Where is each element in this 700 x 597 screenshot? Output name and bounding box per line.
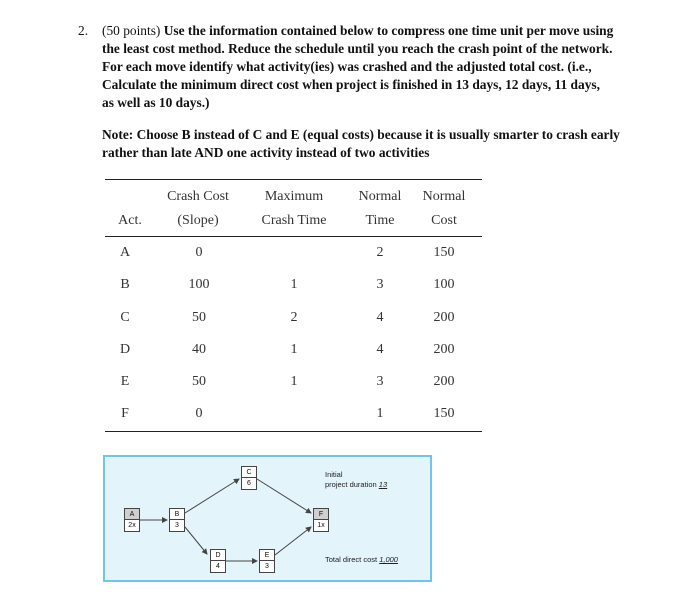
header-crash-time: Crash Time — [261, 213, 327, 228]
arrow-e-f — [275, 527, 311, 555]
cell-time: 1 — [376, 406, 384, 421]
node-d — [210, 549, 226, 573]
cell-time: 2 — [376, 245, 384, 260]
node-a-id: A — [125, 509, 139, 520]
header-crash-cost: Crash Cost — [167, 189, 229, 204]
cell-slope: 40 — [192, 342, 206, 357]
header-slope: (Slope) — [177, 213, 219, 228]
cost-text: Total direct cost — [325, 555, 378, 564]
header-normal-time-2: Time — [365, 213, 395, 228]
node-e — [259, 549, 275, 573]
node-f-id: F — [314, 509, 328, 520]
cell-cost: 150 — [433, 406, 455, 421]
node-e-value: 3 — [265, 563, 269, 570]
cell-act: C — [120, 310, 130, 325]
question-body: Use the information contained below to compress one time unit per move using the least cost method. Reduce the schedule until you reach the crash point of the network. For each move identify what activity(ies) was crashed and the adjusted total cost. (i.e., Calculate the minimum direct cost when project is finished in 13 days, 12 days, 11 days, as well as 10 days.) — [102, 23, 614, 110]
header-normal-time-1: Normal — [358, 189, 402, 204]
duration-value: 13 — [378, 480, 388, 489]
cell-slope: 100 — [188, 277, 210, 292]
table-bottom-rule — [105, 431, 482, 432]
cell-slope: 50 — [192, 374, 206, 389]
node-b-value: 3 — [175, 522, 179, 529]
cell-act: F — [121, 406, 129, 421]
cell-max: 1 — [290, 374, 298, 389]
node-e-id: E — [260, 550, 274, 561]
cell-act: A — [119, 245, 131, 260]
cell-cost: 100 — [433, 277, 455, 292]
cell-slope: 0 — [195, 406, 203, 421]
cell-cost: 200 — [433, 342, 455, 357]
cell-act: E — [120, 374, 130, 389]
node-f — [313, 508, 329, 532]
arrow-c-f — [257, 479, 311, 513]
cell-cost: 200 — [433, 374, 455, 389]
cell-time: 3 — [376, 374, 384, 389]
cell-act: B — [120, 277, 130, 292]
cell-act: D — [119, 342, 131, 357]
cell-max: 2 — [290, 310, 298, 325]
node-b-id: B — [170, 509, 184, 520]
cell-slope: 0 — [195, 245, 203, 260]
node-d-value: 4 — [216, 563, 220, 570]
cost-value: 1,000 — [379, 555, 398, 564]
cell-max: 1 — [290, 277, 298, 292]
arrow-b-c — [185, 479, 239, 513]
question-points: (50 points) — [102, 23, 161, 38]
table-header-rule — [105, 236, 482, 237]
node-d-id: D — [211, 550, 225, 561]
header-maximum: Maximum — [264, 189, 324, 204]
node-a-value: 2x — [128, 522, 136, 529]
header-normal-cost-2: Cost — [431, 213, 457, 228]
duration-text: project duration — [325, 480, 377, 489]
cell-time: 4 — [376, 310, 384, 325]
node-c-id: C — [242, 467, 256, 478]
header-act: Act. — [118, 213, 142, 228]
question-text — [102, 22, 614, 112]
question-number: 2. — [78, 23, 89, 38]
initial-label — [325, 470, 387, 490]
table-top-rule — [105, 179, 482, 180]
node-f-value: 1x — [317, 522, 325, 529]
total-cost-label — [325, 555, 398, 565]
node-c — [241, 466, 257, 490]
initial-text: Initial — [325, 470, 343, 479]
header-normal-cost-1: Normal — [422, 189, 466, 204]
cell-time: 4 — [376, 342, 384, 357]
network-diagram — [103, 455, 432, 582]
cell-time: 3 — [376, 277, 384, 292]
cell-slope: 50 — [192, 310, 206, 325]
node-c-value: 6 — [247, 480, 251, 487]
arrow-b-d — [185, 527, 207, 554]
cell-max: 1 — [290, 342, 298, 357]
node-b — [169, 508, 185, 532]
node-a — [124, 508, 140, 532]
cell-cost: 200 — [433, 310, 455, 325]
cell-cost: 150 — [433, 245, 455, 260]
note-text: Note: Choose B instead of C and E (equal costs) because it is usually smarter to crash early rather than late AND one activity instead of two activities — [102, 127, 620, 160]
